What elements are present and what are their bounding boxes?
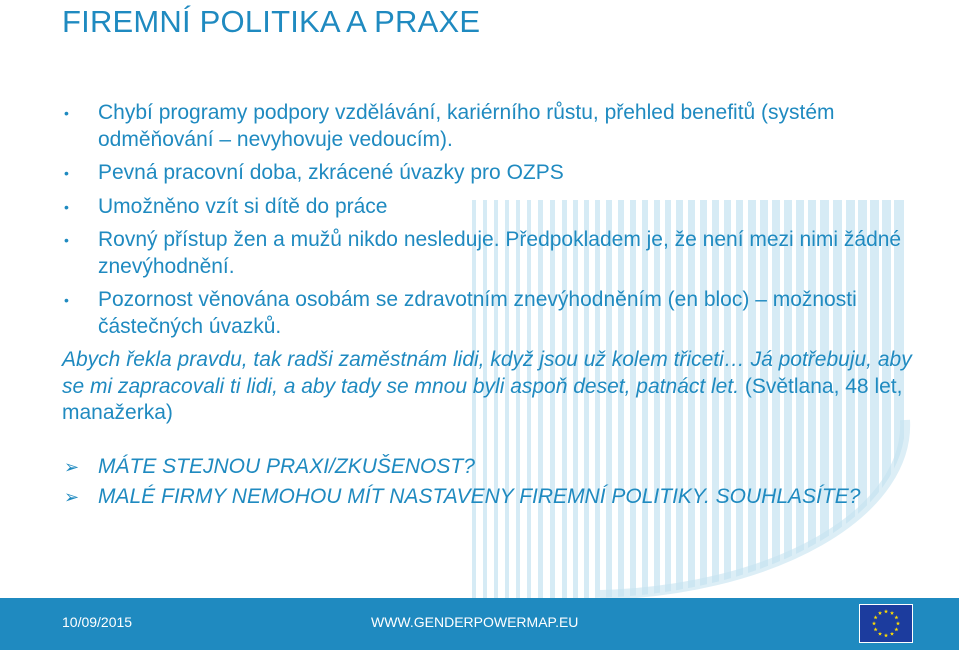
question-text: MALÉ FIRMY NEMOHOU MÍT NASTAVENY FIREMNÍ POLITIKY. SOUHLASÍTE? [98,485,861,508]
slide-content [62,100,922,515]
question-item [62,484,922,511]
footer-url[interactable]: WWW.GENDERPOWERMAP.EU [371,614,579,630]
arrow-bullet-icon: ➢ [64,487,80,507]
footer-date: 10/09/2015 [62,614,133,630]
bullet-icon: • [64,198,69,215]
question-list [62,454,922,511]
bullet-icon: • [64,165,69,181]
bullet-text: Rovný přístup žen a mužů nikdo nesleduje. Předpokladem je, že není mezi nimi žádné znevýhodnění. [98,228,902,278]
bullet-item [62,287,922,340]
bullet-text: Chybí programy podpory vzdělávání, kariérního růstu, přehled benefitů (systém odměňování – nevyhovuje vedoucím). [98,101,835,151]
bullet-item [62,227,922,280]
question-text: MÁTE STEJNOU PRAXI/ZKUŠENOST? [98,454,475,478]
bullet-list [62,100,922,340]
bullet-item [62,100,922,153]
quote-text: Abych řekla pravdu, tak radši zaměstnám lidi, když jsou už kolem třiceti… Já potřebuju, aby se mi zapracovali ti lidi, a aby tady se mnou byli aspoň deset, patnáct let. [62,348,912,398]
bullet-icon: • [64,232,69,248]
bullet-icon: • [64,105,69,121]
quote-attribution: (Světlana, 48 let, manažerka) [62,374,903,424]
bullet-text: Pevná pracovní doba, zkrácené úvazky pro OZPS [98,161,564,184]
bullet-text: Umožněno vzít si dítě do práce [98,194,388,218]
page-title: FIREMNÍ POLITIKA A PRAXE [62,4,481,39]
bullet-item [62,160,922,187]
arrow-bullet-icon: ➢ [64,456,80,477]
bullet-text: Pozornost věnována osobám se zdravotním znevýhodněním (en bloc) – možnosti částečných úvazků. [98,288,857,338]
bullet-icon: • [64,292,69,308]
question-item [62,454,922,481]
interview-quote [62,347,922,427]
bullet-item [62,194,922,221]
footer-bar [0,598,959,650]
eu-flag-icon [859,604,913,643]
